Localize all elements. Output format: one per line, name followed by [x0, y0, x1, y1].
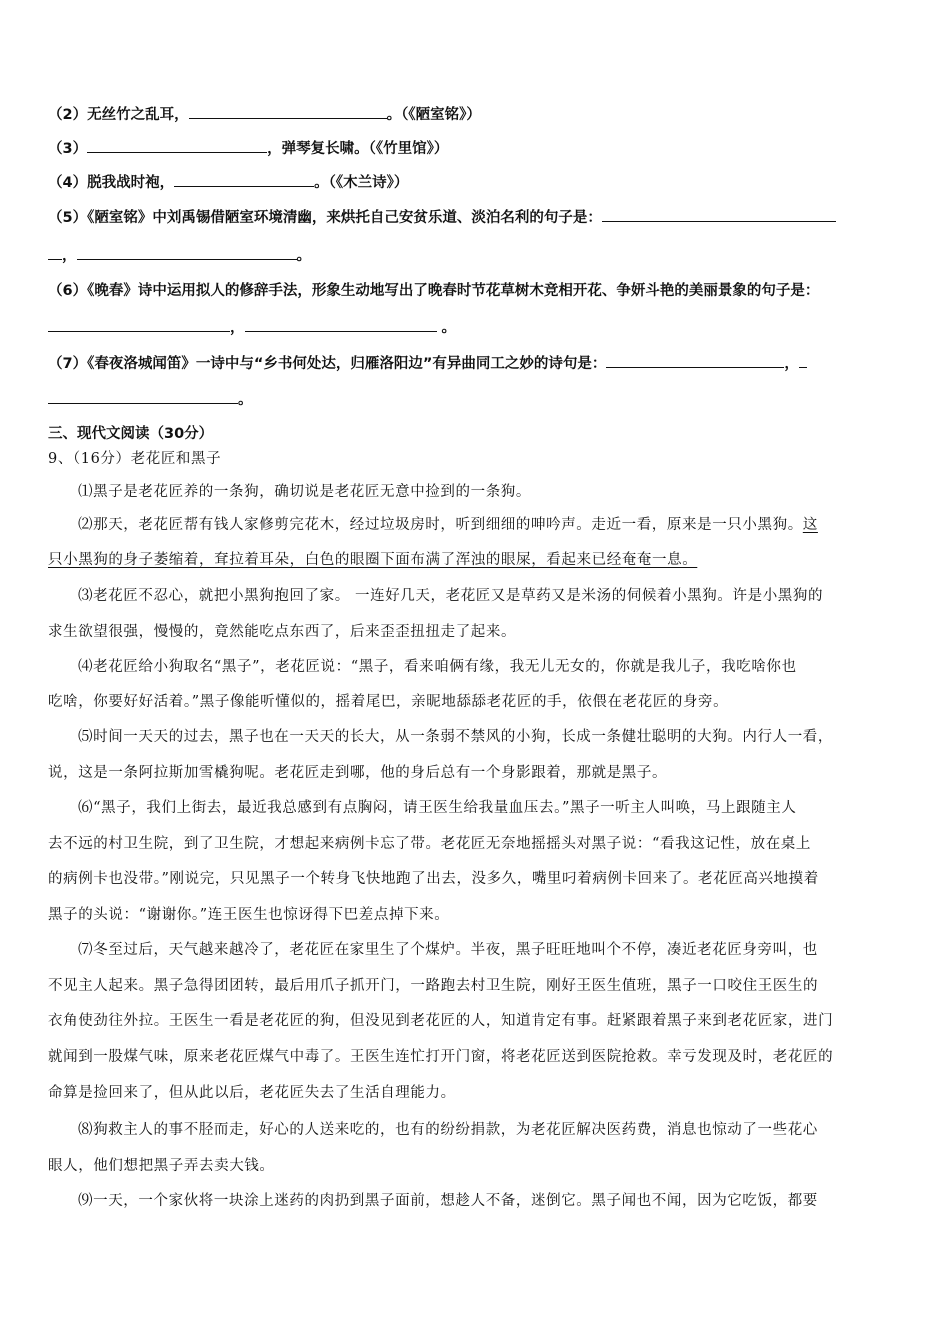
paragraph-5-line-1: ⑸时间一天天的过去，黑子也在一天天的长大，从一条弱不禁风的小狗，长成一条健壮聪明的大狗。内行人一看，: [78, 729, 833, 745]
fill-item-4-prefix: （4）脱我战时袍，: [48, 175, 175, 191]
period: 。: [238, 392, 253, 408]
fill-item-2-suffix: 。（《陋室铭》）: [386, 107, 481, 123]
paragraph-4-line-1: ⑷老花匠给小狗取名“黑子”，老花匠说：“黑子，看来咱俩有缘，我无儿无女的，你就是我儿子，我吃啥你也: [78, 659, 797, 675]
underlined-sentence: 这: [802, 517, 818, 533]
answer-blank[interactable]: [48, 389, 238, 404]
paragraph-6-line-3: 的病例卡也没带。”刚说完，只见黑子一个转身飞快地跑了出去，没多久，嘴里叼着病例卡回来了。老花匠高兴地摸着: [48, 871, 819, 887]
period: 。: [296, 248, 311, 264]
separator: ，: [784, 356, 799, 372]
paragraph-7-line-1: ⑺冬至过后，天气越来越冷了，老花匠在家里生了个煤炉。半夜，黑子旺旺地叫个不停，凑近老花匠身旁叫，也: [78, 942, 818, 958]
period: 。: [436, 320, 457, 336]
answer-blank[interactable]: [799, 353, 807, 368]
paragraph-2-line-2: [48, 548, 697, 569]
paragraph-2-text: ⑵那天，老花匠帮有钱人家修剪完花木，经过垃圾房时，听到细细的呻吟声。走近一看，原来是一只小黑狗。: [78, 517, 803, 533]
separator: ，: [230, 320, 245, 336]
answer-blank[interactable]: [87, 138, 267, 153]
question-header: 9、（16分）老花匠和黑子: [48, 451, 222, 467]
paragraph-7-line-3: 衣角使劲往外拉。王医生一看是老花匠的狗，但没见到老花匠的人，知道肯定有事。赶紧跟着黑子来到老花匠家，进门: [48, 1013, 834, 1029]
paragraph-6-line-1: ⑹“黑子，我们上街去，最近我总感到有点胸闷，请王医生给我量血压去。”黑子一听主人叫唤，马上跟随主人: [78, 800, 797, 816]
paragraph-6-line-2: 去不远的村卫生院，到了卫生院，才想起来病例卡忘了带。老花匠无奈地摇摇头对黑子说：“看我这记性，放在桌上: [48, 836, 812, 852]
fill-item-4: [48, 171, 408, 192]
paragraph-7-line-2: 不见主人起来。黑子急得团团转，最后用爪子抓开门，一路跑去村卫生院，刚好王医生值班，黑子一口咬住王医生的: [48, 978, 819, 994]
fill-item-4-suffix: 。（《木兰诗》）: [314, 175, 409, 191]
fill-item-3-prefix: （3）: [48, 141, 88, 157]
underlined-sentence: 只小黑狗的身子萎缩着，耷拉着耳朵，白色的眼圈下面布满了浑浊的眼屎，看起来已经奄奄一息。: [48, 552, 698, 568]
fill-item-6: [48, 279, 819, 300]
fill-item-6-cont: [48, 316, 456, 337]
paragraph-8-line-2: 眼人，他们想把黑子弄去卖大钱。: [48, 1158, 275, 1174]
answer-blank[interactable]: [174, 172, 314, 187]
fill-item-7: [48, 352, 807, 373]
fill-item-3: [48, 137, 448, 158]
paragraph-7-line-5: 命算是捡回来了，但从此以后，老花匠失去了生活自理能力。: [48, 1085, 456, 1101]
fill-item-6-prefix: （6）《晚春》诗中运用拟人的修辞手法，形象生动地写出了晚春时节花草树木竞相开花、争妍斗艳的美丽景象的句子是：: [48, 283, 820, 299]
answer-blank[interactable]: [48, 245, 62, 260]
section-title: 三、现代文阅读（30分）: [48, 426, 214, 442]
separator: ，: [62, 248, 77, 264]
paragraph-9-line-1: ⑼一天，一个家伙将一块涂上迷药的肉扔到黑子面前，想趁人不备，迷倒它。黑子闻也不闻，因为它吃饭，都要: [78, 1193, 818, 1209]
fill-item-5: [48, 206, 836, 227]
answer-blank[interactable]: [245, 317, 437, 332]
answer-blank[interactable]: [77, 245, 297, 260]
fill-item-7-cont: [48, 388, 253, 409]
answer-blank[interactable]: [606, 353, 784, 368]
paragraph-1: ⑴黑子是老花匠养的一条狗，确切说是老花匠无意中捡到的一条狗。: [78, 484, 531, 500]
paragraph-3-line-2: 求生欲望很强，慢慢的，竟然能吃点东西了，后来歪歪扭扭走了起来。: [48, 624, 517, 640]
paragraph-7-line-4: 就闻到一股煤气味，原来老花匠煤气中毒了。王医生连忙打开门窗，将老花匠送到医院抢救。幸亏发现及时，老花匠的: [48, 1049, 834, 1065]
paragraph-4-line-2: 吃啥，你要好好活着。”黑子像能听懂似的，摇着尾巴，亲昵地舔舔老花匠的手，依偎在老花匠的身旁。: [48, 694, 729, 710]
paragraph-8-line-1: ⑻狗救主人的事不胫而走，好心的人送来吃的，也有的纷纷捐款，为老花匠解决医药费，消息也惊动了一些花心: [78, 1122, 818, 1138]
answer-blank[interactable]: [48, 317, 230, 332]
fill-item-2-prefix: （2）无丝竹之乱耳，: [48, 107, 189, 123]
fill-item-2: [48, 103, 481, 124]
fill-item-5-prefix: （5）《陋室铭》中刘禹锡借陋室环境清幽，来烘托自己安贫乐道、淡泊名利的句子是：: [48, 210, 602, 226]
answer-blank[interactable]: [189, 104, 387, 119]
paragraph-2-line-1: [48, 513, 818, 534]
fill-item-5-cont: [48, 244, 311, 265]
answer-blank[interactable]: [602, 207, 836, 222]
paragraph-6-line-4: 黑子的头说：“谢谢你。”连王医生也惊讶得下巴差点掉下来。: [48, 907, 450, 923]
fill-item-7-prefix: （7）《春夜洛城闻笛》一诗中与“乡书何处达，归雁洛阳边”有异曲同工之妙的诗句是：: [48, 356, 607, 372]
paragraph-5-line-2: 说，这是一条阿拉斯加雪橇狗呢。老花匠走到哪，他的身后总有一个身影跟着，那就是黑子。: [48, 765, 668, 781]
paragraph-3-line-1: ⑶老花匠不忍心，就把小黑狗抱回了家。 一连好几天，老花匠又是草药又是米汤的伺候着小黑狗。许是小黑狗的: [78, 588, 824, 604]
fill-item-3-suffix: ，弹琴复长啸。（《竹里馆》）: [267, 141, 449, 157]
